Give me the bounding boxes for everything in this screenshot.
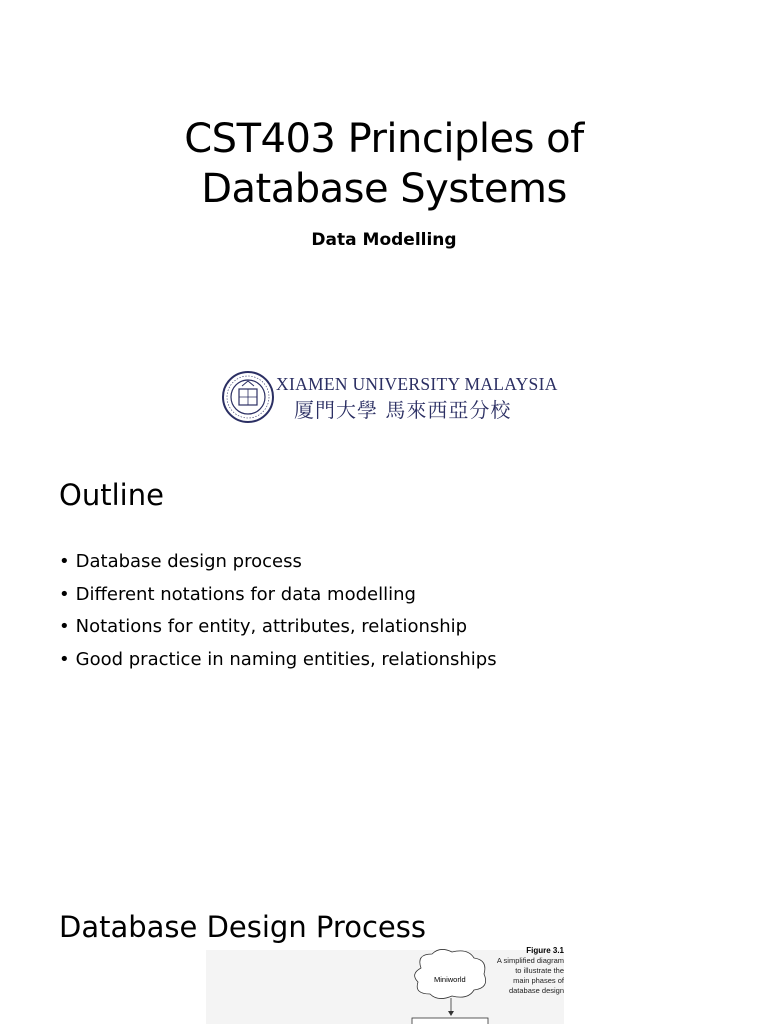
outline-item: • Database design process bbox=[59, 546, 497, 579]
logo-name-english: XIAMEN UNIVERSITY MALAYSIA bbox=[276, 374, 558, 394]
outline-item: • Notations for entity, attributes, relationship bbox=[59, 611, 497, 644]
slide-title-line-2: Database Systems bbox=[201, 166, 567, 212]
figure-caption-line: to illustrate the bbox=[515, 966, 564, 975]
university-logo bbox=[221, 370, 558, 426]
design-process-figure bbox=[206, 946, 564, 1024]
figure-caption-line: main phases of bbox=[513, 976, 564, 985]
figure-caption-line: database design bbox=[508, 986, 564, 995]
figure-node-miniworld: Miniworld bbox=[434, 975, 466, 984]
outline-list bbox=[59, 546, 497, 676]
outline-heading: Outline bbox=[59, 478, 164, 512]
slide-title-line-1: CST403 Principles of bbox=[184, 116, 584, 162]
figure-label: Figure 3.1 bbox=[526, 946, 564, 955]
outline-item: • Good practice in naming entities, relationships bbox=[59, 644, 497, 677]
figure-caption bbox=[474, 956, 564, 996]
outline-item: • Different notations for data modelling bbox=[59, 579, 497, 612]
university-seal-icon bbox=[221, 370, 275, 424]
slide-title bbox=[0, 114, 768, 214]
logo-name-chinese: 厦門大學 馬來西亞分校 bbox=[294, 398, 512, 422]
slide-subtitle: Data Modelling bbox=[311, 230, 457, 250]
figure-caption-line: A simplified diagram bbox=[496, 956, 564, 965]
design-process-heading: Database Design Process bbox=[59, 910, 426, 944]
